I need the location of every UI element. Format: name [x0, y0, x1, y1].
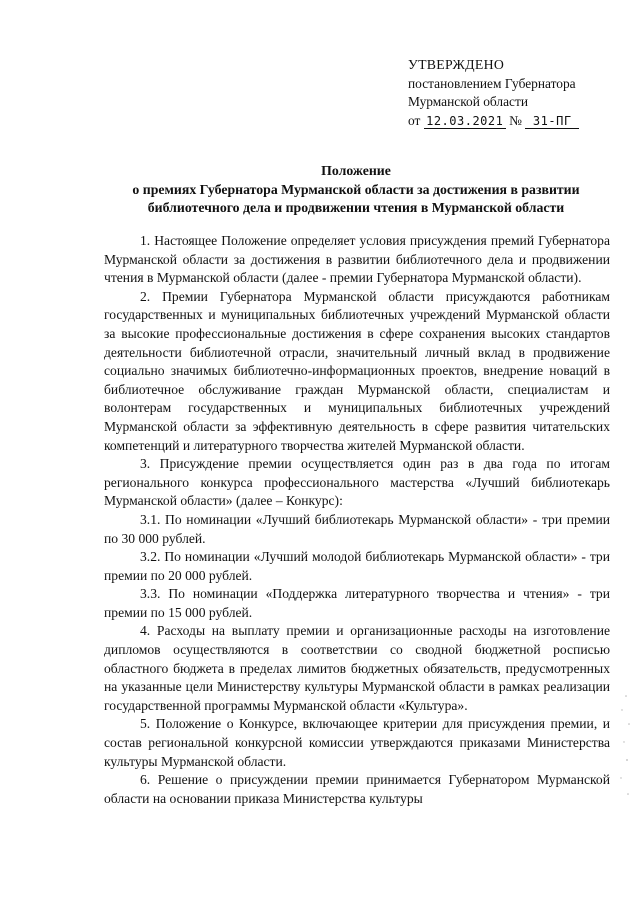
approval-date-prefix: от [408, 112, 421, 128]
paragraph-2: 2. Премии Губернатора Мурманской области присуждаются работникам государственных и муниципальных библиотечных учреждений Мурманской области за высокие профессиональные достижения в сфере сохранения высоких стандартов деятельности библиотечной отрасли, значительный личный вклад в продвижение социально значимых библиотечно-информационных проектов, внедрение новаций в библиотечное обслуживание граждан Мурманской области, специалистам и волонтерам государственных и муниципальных библиотечных учреждений Мурманской области за эффективную деятельность в сфере развития читательских компетенций и литературного творчества жителей Мурманской области. [104, 288, 610, 453]
document-heading [100, 162, 612, 218]
heading-subtitle-line-1: о премиях Губернатора Мурманской области за достижения в развитии [132, 181, 580, 197]
scan-artifact [616, 690, 636, 810]
approval-title: УТВЕРЖДЕНО [408, 57, 505, 72]
approval-number-prefix: № [509, 112, 522, 128]
approval-date-value: 12.03.2021 [424, 114, 506, 129]
paragraph-3-3: 3.3. По номинации «Поддержка литературного творчества и чтения» - три премии по 15 000 рублей. [104, 586, 610, 620]
approval-line-2: Мурманской области [408, 94, 528, 109]
paragraph-3: 3. Присуждение премии осуществляется один раз в два года по итогам регионального конкурса профессионального мастерства «Лучший библиотекарь Мурманской области» (далее – Конкурс): [104, 456, 610, 509]
paragraph-3-1: 3.1. По номинации «Лучший библиотекарь Мурманской области» - три премии по 30 000 рублей. [104, 511, 610, 546]
document-body [104, 232, 610, 808]
heading-title: Положение [321, 163, 391, 178]
heading-subtitle-line-2: библиотечного дела и продвижении чтения в Мурманской области [147, 200, 565, 215]
approval-number-value: 31-ПГ [525, 114, 579, 129]
paragraph-6: 6. Решение о присуждении премии принимается Губернатором Мурманской области на основании приказа Министерства культуры [104, 772, 610, 806]
paragraph-1: 1. Настоящее Положение определяет условия присуждения премий Губернатора Мурманской области за достижения в развитии библиотечного дела и продвижении чтения в Мурманской области (далее - премии Губернатора Мурманской области). [104, 233, 610, 286]
approval-date-line [408, 112, 628, 131]
paragraph-4: 4. Расходы на выплату премии и организационные расходы на изготовление дипломов осуществляются в соответствии со сводной бюджетной росписью областного бюджета в пределах лимитов бюджетных обязательств, предусмотренных на указанные цели Министерству культуры Мурманской области в рамках реализации государственной программы Мурманской области «Культура». [104, 623, 610, 713]
approval-line-1: постановлением Губернатора [408, 75, 576, 91]
paragraph-5: 5. Положение о Конкурсе, включающее критерии для присуждения премии, и состав региональной конкурсной комиссии утверждаются приказами Министерства культуры Мурманской области. [104, 716, 610, 769]
approval-stamp [408, 56, 628, 130]
paragraph-3-2: 3.2. По номинации «Лучший молодой библиотекарь Мурманской области» - три премии по 20 000 рублей. [104, 549, 610, 583]
